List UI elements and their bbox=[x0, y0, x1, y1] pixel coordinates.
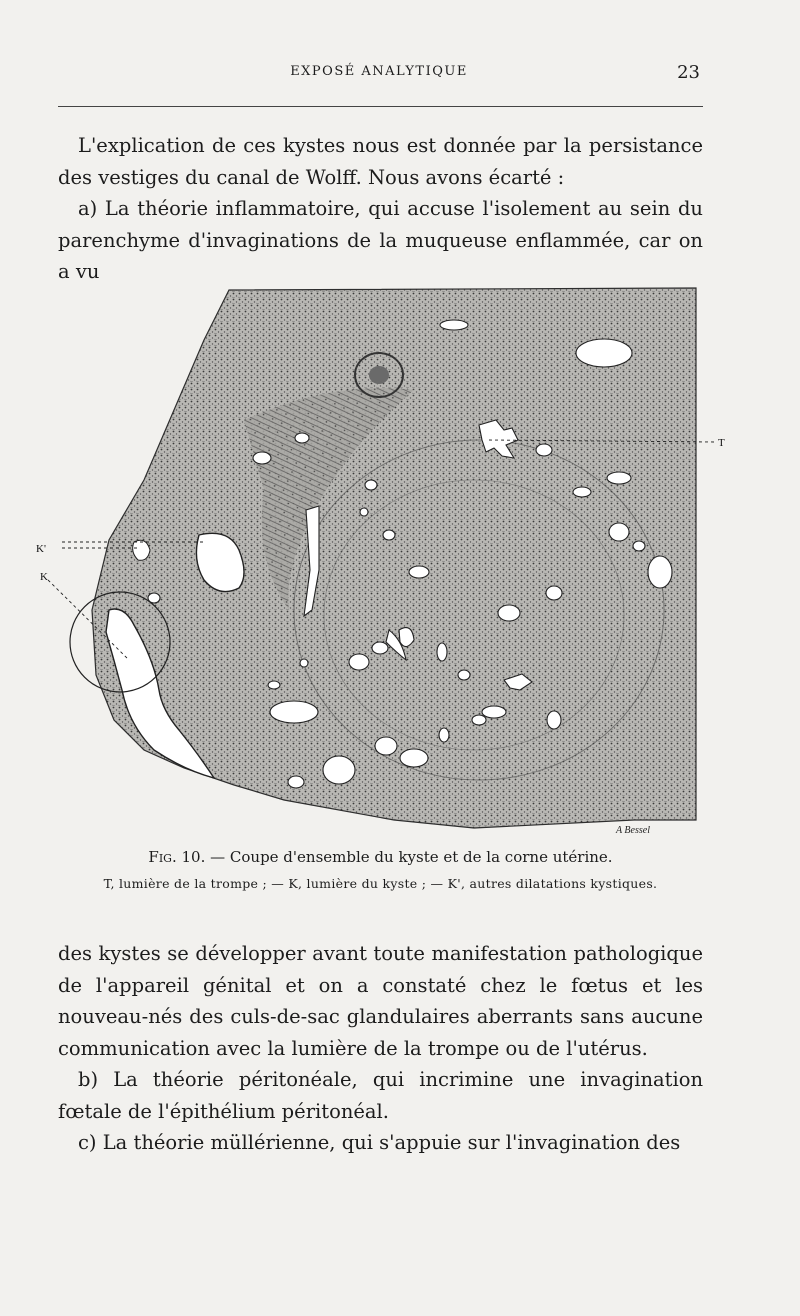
body-text-bottom bbox=[58, 938, 703, 1159]
running-title: EXPOSÉ ANALYTIQUE bbox=[290, 64, 468, 79]
page-number: 23 bbox=[677, 62, 700, 83]
figure-caption bbox=[58, 848, 703, 866]
figure-title: — Coupe d'ensemble du kyste et de la corne utérine. bbox=[205, 848, 613, 866]
engraver-signature: A Bessel bbox=[616, 825, 650, 836]
label-k-prime: K' bbox=[36, 543, 46, 555]
header-rule bbox=[58, 106, 703, 107]
figure-10 bbox=[34, 280, 734, 840]
label-t: T bbox=[718, 437, 725, 449]
figure-legend: T, lumière de la trompe ; — K, lumière du kyste ; — K', autres dilatations kystiques. bbox=[103, 876, 658, 891]
paragraph-theorie-peritoneale: b) La théorie péritonéale, qui incrimine une invagination fœtale de l'épithélium péritonéal. bbox=[58, 1068, 703, 1123]
histology-engraving bbox=[34, 280, 734, 840]
paragraph-explication: L'explication de ces kystes nous est donnée par la persistance des vestiges du canal de Wolff. Nous avons écarté : bbox=[58, 134, 703, 189]
paragraph-continuation: des kystes se développer avant toute manifestation pathologique de l'appareil génital et on a constaté chez le fœtus et les nouveau-nés des culs-de-sac glandulaires aberrants sans aucune communication avec la lumière de la trompe ou de l'utérus. bbox=[58, 942, 703, 1060]
label-k: K bbox=[40, 571, 48, 583]
body-text-top bbox=[58, 130, 703, 288]
paragraph-theorie-inflammatoire: a) La théorie inflammatoire, qui accuse l'isolement au sein du parenchyme d'invaginations de la muqueuse enflammée, car on a vu bbox=[58, 197, 703, 283]
running-head bbox=[58, 64, 700, 86]
paragraph-theorie-mullerienne: c) La théorie müllérienne, qui s'appuie sur l'invagination des bbox=[78, 1131, 681, 1154]
figure-number: Fig. 10. bbox=[148, 848, 206, 866]
